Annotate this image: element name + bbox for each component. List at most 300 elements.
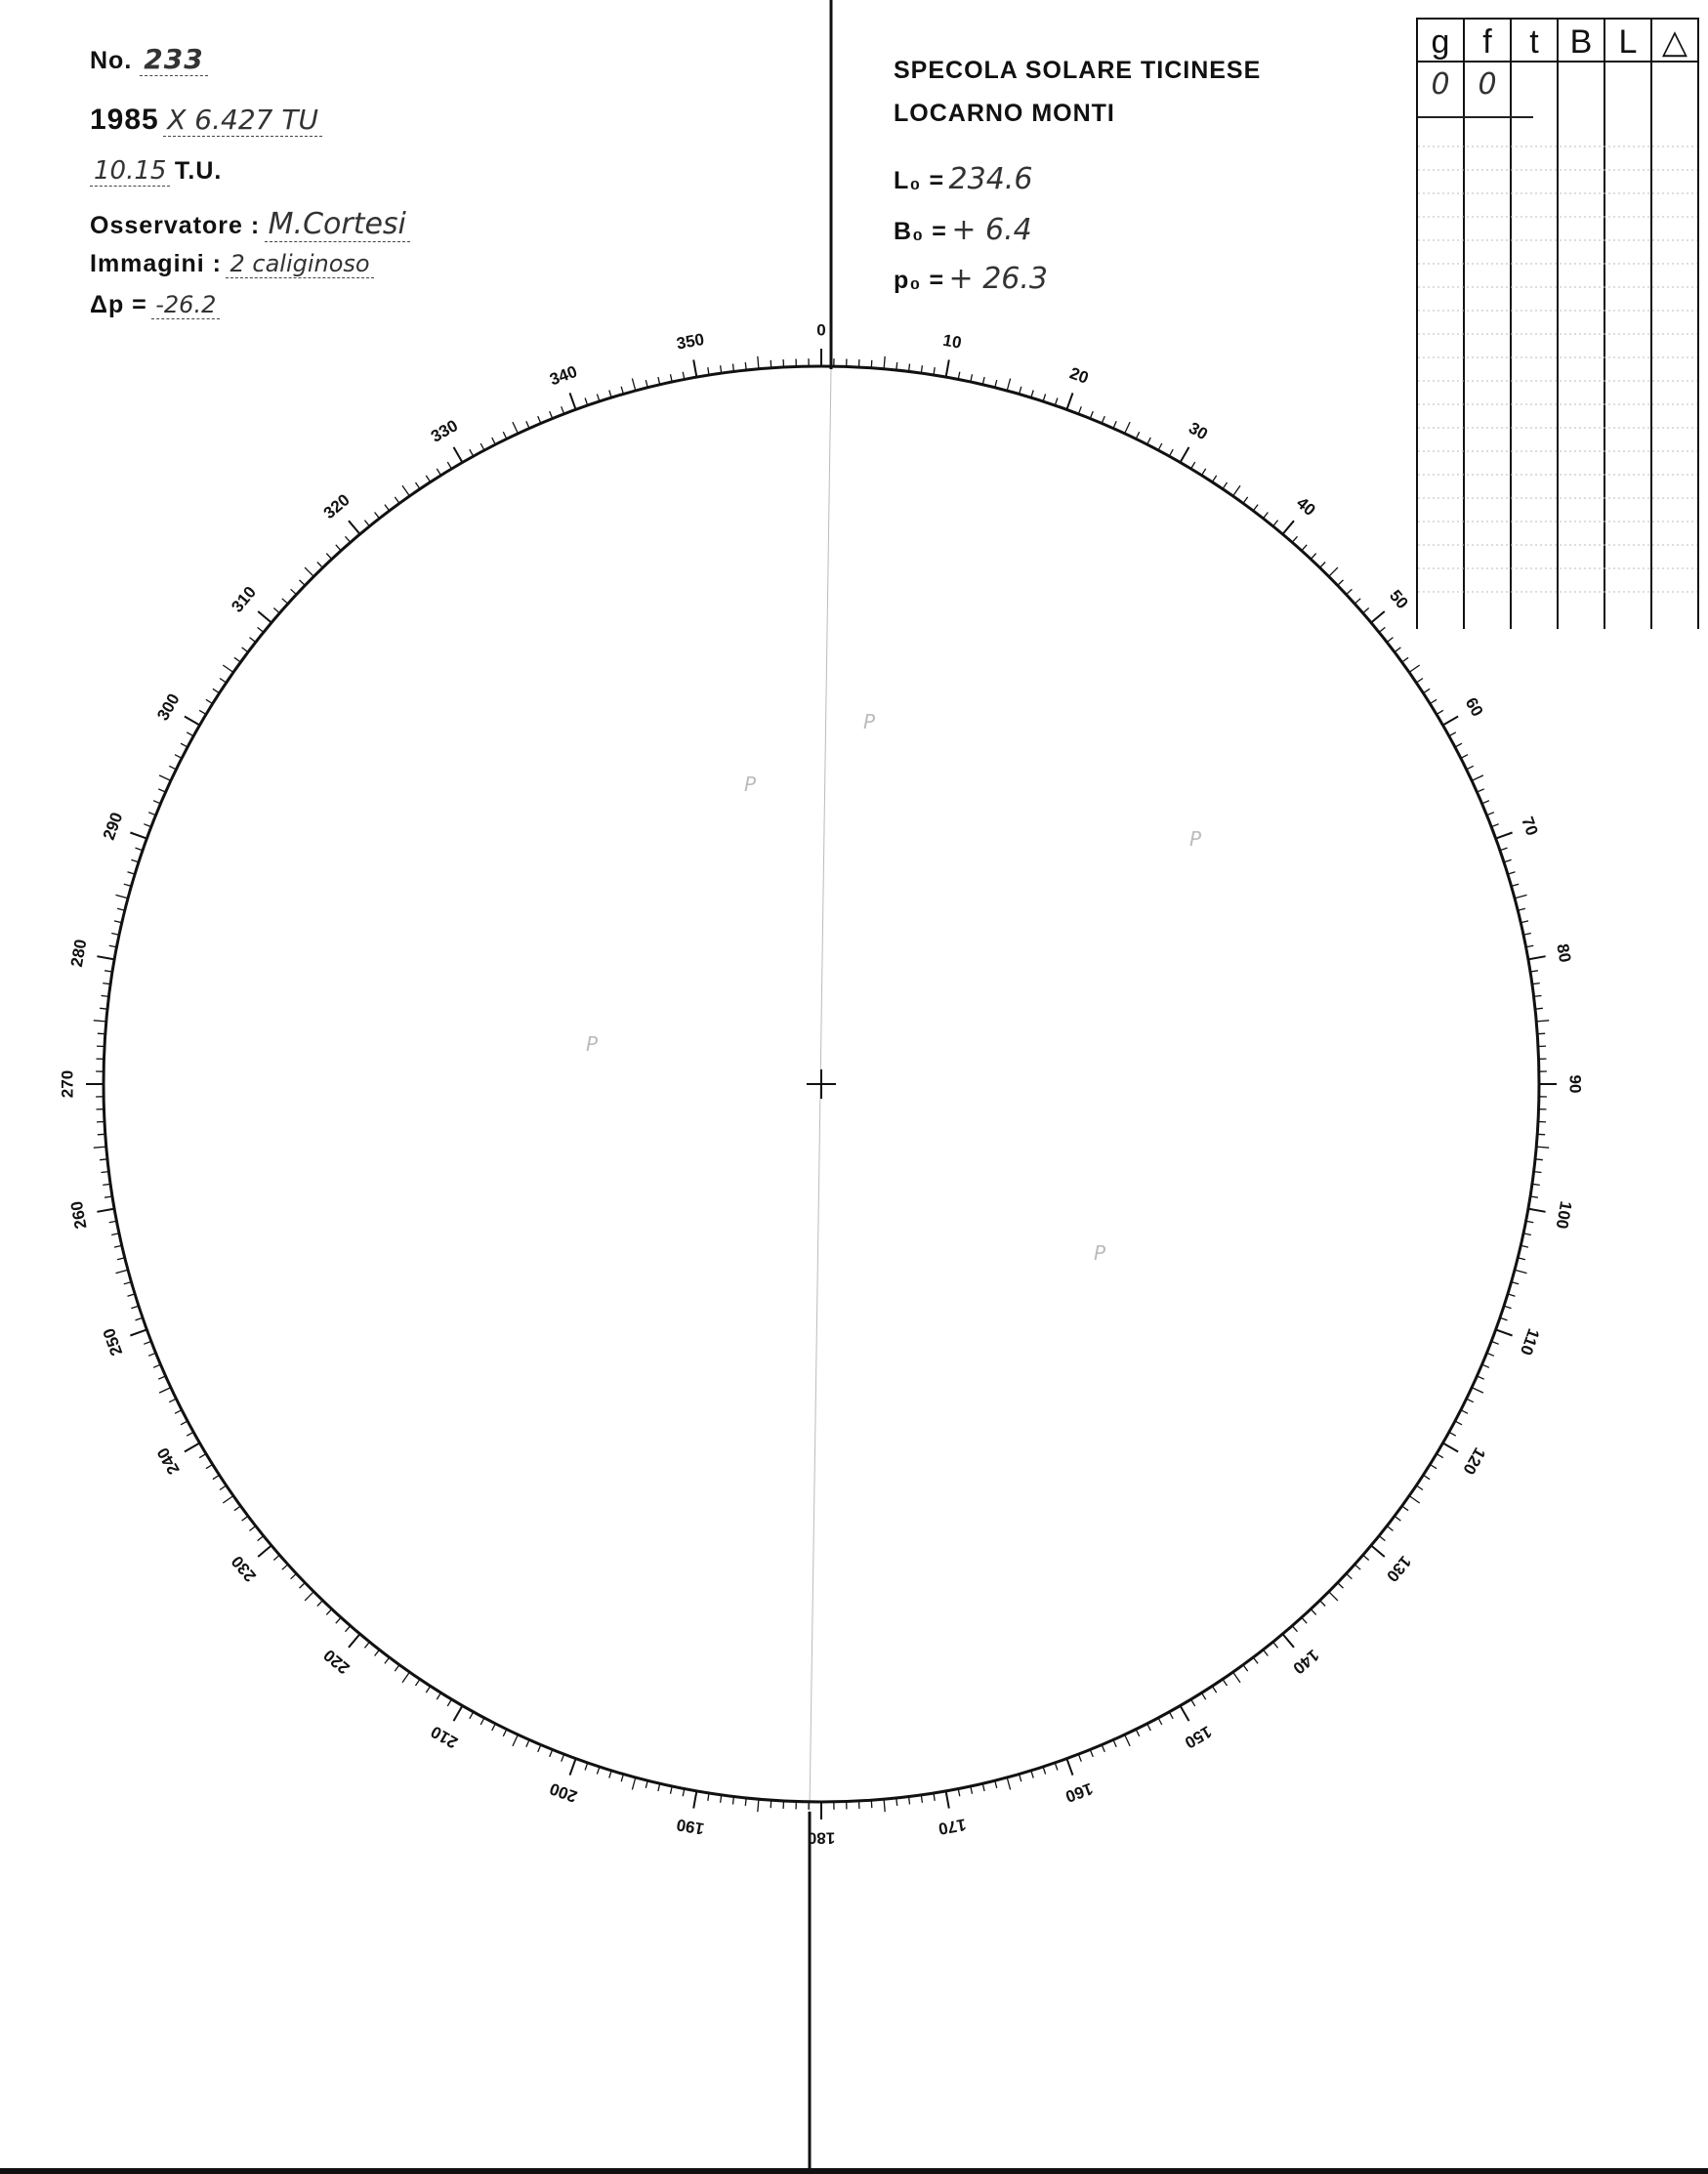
degree-tick [1443, 1443, 1459, 1452]
degree-tick [98, 1134, 105, 1135]
faint-mark-2: P [744, 773, 757, 796]
degree-label-350: 350 [675, 329, 706, 354]
degree-tick [909, 1797, 910, 1805]
degree-tick [206, 699, 213, 703]
degree-tick [258, 1536, 264, 1541]
degree-tick [632, 1777, 635, 1790]
degree-tick [632, 379, 635, 392]
degree-tick [1409, 1496, 1420, 1503]
degree-label-50: 50 [1386, 586, 1412, 613]
degree-tick [1102, 416, 1104, 423]
degree-tick [1409, 665, 1420, 672]
degree-tick [100, 1159, 107, 1160]
degree-tick [1536, 1147, 1549, 1148]
degree-tick [242, 1516, 248, 1521]
degree-label-40: 40 [1292, 493, 1319, 520]
degree-tick [1416, 1485, 1423, 1490]
degree-tick [1338, 580, 1344, 586]
degree-tick [871, 1800, 872, 1808]
images-label: Immagini : [90, 250, 223, 277]
degree-tick [1455, 1421, 1462, 1425]
degree-tick [745, 362, 746, 370]
degree-tick [117, 1258, 125, 1260]
degree-tick [416, 1679, 421, 1686]
degree-tick [100, 1008, 107, 1009]
degree-tick [946, 359, 949, 377]
degree-tick [1233, 485, 1240, 496]
degree-label-280: 280 [66, 938, 91, 969]
degree-tick [1253, 505, 1258, 511]
degree-tick [1292, 536, 1297, 542]
L0-label: L₀ = [894, 167, 945, 194]
degree-tick [346, 1626, 351, 1632]
degree-tick [187, 1432, 193, 1436]
degree-tick [1007, 1777, 1010, 1790]
degree-label-330: 330 [427, 416, 462, 446]
degree-tick [733, 364, 734, 372]
faint-mark-4: P [586, 1032, 599, 1056]
degree-tick [1169, 449, 1173, 456]
degree-tick [130, 1329, 146, 1335]
degree-label-310: 310 [228, 582, 261, 616]
degree-tick [175, 1410, 182, 1414]
degree-tick [116, 1270, 129, 1273]
degree-tick [1066, 1759, 1072, 1776]
degree-tick [513, 1735, 519, 1746]
degree-tick [1102, 1745, 1104, 1752]
degree-tick [1528, 956, 1546, 959]
degree-tick [745, 1798, 746, 1806]
degree-tick [258, 611, 271, 623]
B0-label: B₀ = [894, 218, 947, 245]
degree-tick [114, 921, 122, 923]
degree-tick [185, 717, 200, 726]
degree-tick [1437, 1454, 1443, 1458]
degree-tick [1302, 545, 1307, 551]
degree-tick [148, 813, 155, 815]
degree-tick [562, 406, 564, 414]
degree-tick [562, 1754, 564, 1762]
degree-tick [550, 1750, 553, 1757]
degree-tick [1387, 638, 1393, 643]
degree-tick [758, 356, 759, 369]
degree-tick [1472, 775, 1483, 781]
header-delta: △ [1650, 18, 1699, 63]
degree-tick [437, 469, 440, 476]
degree-tick [1515, 895, 1527, 898]
degree-tick [1078, 406, 1081, 414]
degree-tick [1273, 521, 1278, 526]
degree-tick [492, 438, 496, 444]
degree-tick [1535, 1008, 1543, 1009]
degree-tick [395, 497, 399, 504]
degree-tick [1472, 1388, 1483, 1394]
degree-tick [305, 567, 313, 576]
degree-tick [871, 360, 872, 368]
degree-tick [94, 1147, 106, 1148]
degree-tick [437, 1693, 440, 1699]
degree-tick [181, 1421, 187, 1425]
degree-tick [117, 908, 125, 910]
degree-label-90: 90 [1565, 1074, 1585, 1094]
degree-tick [982, 377, 984, 385]
degree-tick [1264, 1650, 1269, 1655]
degree-tick [1329, 1592, 1338, 1601]
degree-tick [538, 1745, 541, 1752]
degree-label-250: 250 [99, 1325, 127, 1359]
degree-tick [402, 1672, 409, 1683]
degree-label-190: 190 [675, 1815, 706, 1839]
degree-tick [242, 648, 248, 652]
degree-tick [94, 1021, 106, 1022]
degree-tick [1264, 513, 1269, 519]
delta-p-label: Δp = [90, 291, 147, 318]
degree-tick [1253, 1657, 1258, 1663]
degree-tick [1500, 1317, 1508, 1320]
degree-tick [1078, 1754, 1081, 1762]
degree-tick [758, 1799, 759, 1812]
degree-tick [1347, 1573, 1353, 1578]
degree-tick [1158, 443, 1162, 450]
degree-tick [300, 580, 306, 586]
degree-tick [1430, 1465, 1437, 1469]
degree-tick [181, 743, 187, 747]
degree-tick [317, 563, 323, 568]
images-value: 2 caliginoso [226, 250, 373, 278]
P0-label: p₀ = [894, 267, 945, 294]
degree-tick [402, 485, 409, 496]
degree-tick [1487, 1353, 1494, 1356]
faint-mark-1: P [863, 710, 876, 733]
degree-tick [98, 1033, 105, 1034]
degree-tick [1521, 921, 1528, 923]
degree-tick [1292, 1626, 1297, 1632]
degree-tick [1379, 1536, 1385, 1541]
degree-tick [282, 1565, 288, 1569]
degree-tick [1090, 1750, 1093, 1757]
degree-tick [503, 1730, 507, 1736]
degree-tick [693, 359, 696, 377]
degree-tick [258, 1545, 271, 1557]
header-t: t [1510, 18, 1557, 63]
degree-tick [1443, 717, 1459, 726]
degree-tick [1496, 1329, 1513, 1335]
degree-tick [250, 638, 256, 643]
degree-tick [1402, 1506, 1409, 1511]
degree-tick [1329, 567, 1338, 576]
degree-label-80: 80 [1553, 941, 1575, 964]
degree-tick [144, 824, 151, 827]
degree-tick [1320, 563, 1326, 568]
degree-tick [346, 536, 351, 542]
degree-label-100: 100 [1552, 1199, 1576, 1231]
degree-tick [550, 411, 553, 418]
degree-tick [1521, 1245, 1528, 1247]
degree-tick [199, 710, 206, 714]
degree-label-320: 320 [319, 490, 354, 523]
degree-tick [447, 462, 451, 469]
degree-tick [1202, 469, 1206, 476]
degree-tick [1537, 1134, 1545, 1135]
degree-label-260: 260 [66, 1199, 91, 1231]
degree-tick [1125, 422, 1131, 434]
degree-tick [1423, 1475, 1430, 1479]
degree-tick [733, 1797, 734, 1805]
degree-tick [1136, 1730, 1140, 1736]
L0-value: 234.6 [948, 162, 1033, 196]
degree-label-150: 150 [1181, 1722, 1216, 1752]
degree-label-120: 120 [1459, 1443, 1489, 1479]
degree-tick [130, 833, 146, 839]
degree-tick [169, 1399, 176, 1402]
degree-tick [503, 432, 507, 439]
degree-tick [1491, 1341, 1499, 1344]
degree-tick [1467, 766, 1474, 770]
degree-tick [946, 1791, 949, 1809]
degree-tick [1387, 1526, 1393, 1531]
degree-tick [1191, 1699, 1195, 1706]
degree-tick [395, 1665, 399, 1672]
degree-tick [258, 627, 264, 632]
degree-tick [375, 513, 380, 519]
number-value: 233 [140, 43, 207, 76]
degree-label-290: 290 [99, 810, 127, 843]
degree-tick [1482, 1364, 1489, 1367]
degree-tick [1518, 1258, 1525, 1260]
degree-tick [159, 775, 171, 781]
degree-tick [234, 1506, 241, 1511]
degree-tick [416, 482, 421, 489]
B0-value: + 6.4 [951, 213, 1032, 247]
degree-tick [646, 380, 647, 388]
degree-tick [1537, 1033, 1545, 1034]
degree-tick [102, 1172, 109, 1173]
degree-label-70: 70 [1518, 814, 1542, 839]
degree-tick [1467, 1399, 1474, 1402]
degree-tick [884, 1799, 885, 1812]
degree-tick [1090, 411, 1093, 418]
degree-tick [1273, 1642, 1278, 1648]
degree-tick [1461, 1410, 1468, 1414]
degree-tick [1371, 1545, 1385, 1557]
degree-tick [148, 1353, 155, 1356]
degree-tick [1363, 608, 1369, 613]
degree-tick [336, 545, 341, 551]
degree-tick [526, 421, 529, 428]
degree-tick [1233, 1672, 1240, 1683]
degree-tick [273, 608, 279, 613]
degree-tick [1371, 611, 1385, 623]
degree-tick [1169, 1712, 1173, 1719]
degree-tick [896, 362, 897, 370]
degree-tick [884, 356, 885, 369]
observer-value: M.Cortesi [265, 207, 410, 242]
observer-label: Osservatore : [90, 212, 261, 239]
degree-tick [1113, 1740, 1116, 1747]
degree-tick [223, 665, 233, 672]
degree-label-0: 0 [816, 320, 826, 340]
degree-tick [1528, 1209, 1546, 1212]
degree-tick [1461, 755, 1468, 759]
degree-label-180: 180 [807, 1828, 836, 1848]
degree-tick [1282, 521, 1294, 534]
degree-tick [1125, 1735, 1131, 1746]
degree-tick [1055, 1763, 1058, 1771]
degree-label-340: 340 [547, 361, 580, 390]
degree-tick [1223, 1679, 1228, 1686]
degree-tick [317, 1601, 323, 1607]
degree-tick [223, 1496, 233, 1503]
time-value: 10.15 [90, 156, 170, 187]
degree-tick [1363, 1555, 1369, 1560]
degree-tick [326, 1610, 331, 1615]
date-handwritten: X 6.427 TU [163, 104, 322, 137]
degree-tick [213, 1475, 220, 1479]
degree-tick [305, 1592, 313, 1601]
degree-tick [426, 476, 430, 482]
cell-f: 0 [1463, 63, 1510, 629]
degree-tick [1243, 497, 1248, 504]
degree-tick [136, 848, 144, 851]
faint-mark-5: P [1094, 1241, 1106, 1265]
degree-label-170: 170 [937, 1815, 968, 1839]
table-guide-lines [1418, 146, 1697, 592]
degree-tick [658, 1783, 660, 1791]
degree-tick [1500, 848, 1508, 851]
degree-tick [585, 398, 588, 406]
degree-tick [1478, 1376, 1484, 1379]
degree-tick [169, 766, 176, 770]
degree-tick [144, 1341, 151, 1344]
degree-tick [1354, 1565, 1360, 1569]
cell-g: 0 [1416, 63, 1463, 629]
degree-tick [1455, 743, 1462, 747]
degree-tick [1534, 996, 1542, 997]
degree-label-20: 20 [1066, 363, 1092, 388]
degree-label-10: 10 [941, 330, 964, 353]
degree-tick [1181, 1706, 1189, 1722]
degree-tick [1515, 1270, 1527, 1273]
degree-tick [97, 956, 114, 959]
degree-tick [213, 689, 220, 692]
degree-tick [1487, 813, 1494, 815]
degree-tick [1158, 1718, 1162, 1725]
degree-tick [982, 1783, 984, 1791]
degree-tick [250, 1526, 256, 1531]
header-B: B [1557, 18, 1604, 63]
degree-tick [693, 1791, 696, 1809]
degree-tick [1302, 1617, 1307, 1623]
degree-tick [116, 895, 129, 898]
degree-tick [385, 505, 390, 511]
degree-tick [158, 789, 165, 792]
degree-tick [570, 393, 576, 409]
degree-tick [364, 521, 369, 526]
degree-tick [995, 1780, 997, 1788]
degree-label-210: 210 [427, 1722, 462, 1752]
degree-tick [454, 447, 463, 463]
date-year: 1985 [90, 104, 159, 136]
degree-label-30: 30 [1186, 418, 1211, 444]
degree-tick [1379, 627, 1385, 632]
degree-tick [470, 1712, 474, 1719]
degree-tick [1496, 833, 1513, 839]
observatory-location: LOCARNO MONTI [894, 100, 1115, 127]
degree-tick [1320, 1601, 1326, 1607]
degree-tick [1491, 824, 1499, 827]
header-L: L [1604, 18, 1650, 63]
degree-tick [1535, 1159, 1543, 1160]
degree-tick [454, 1706, 463, 1722]
degree-tick [480, 1718, 484, 1725]
degree-tick [273, 1555, 279, 1560]
degree-tick [585, 1763, 588, 1771]
degree-label-270: 270 [58, 1069, 77, 1099]
degree-tick [909, 364, 910, 372]
degree-tick [470, 449, 474, 456]
degree-tick [1449, 1432, 1456, 1436]
degree-tick [1223, 482, 1228, 489]
degree-tick [1536, 1021, 1549, 1022]
degree-tick [199, 1454, 206, 1458]
degree-tick [349, 1634, 360, 1648]
degree-tick [1311, 1610, 1315, 1615]
degree-tick [896, 1798, 897, 1806]
degree-label-230: 230 [228, 1552, 261, 1586]
degree-tick [1518, 908, 1525, 910]
degree-tick [1136, 432, 1140, 439]
time-unit: T.U. [174, 157, 223, 185]
degree-tick [364, 1642, 369, 1648]
degree-tick [1147, 1724, 1151, 1731]
degree-tick [1416, 679, 1423, 684]
degree-tick [1449, 732, 1456, 736]
degree-label-160: 160 [1062, 1778, 1096, 1807]
degree-tick [375, 1650, 380, 1655]
number-label: No. [90, 47, 133, 74]
degree-tick [1437, 710, 1443, 714]
P0-value: + 26.3 [948, 262, 1049, 296]
degree-tick [447, 1699, 451, 1706]
degree-label-240: 240 [153, 1443, 184, 1479]
degree-tick [291, 589, 297, 594]
degree-tick [658, 377, 660, 385]
degree-tick [234, 657, 241, 662]
degree-tick [326, 554, 331, 560]
scan-bottom-edge [0, 2168, 1708, 2174]
degree-tick [570, 1759, 576, 1776]
degree-tick [1212, 476, 1216, 482]
degree-tick [1482, 801, 1489, 804]
delta-p-value: -26.2 [151, 291, 220, 319]
degree-tick [1055, 398, 1058, 406]
degree-tick [153, 801, 160, 804]
degree-tick [1354, 599, 1360, 604]
degree-tick [102, 996, 109, 997]
degree-tick [1243, 1665, 1248, 1672]
degree-tick [1430, 699, 1437, 703]
degree-label-140: 140 [1289, 1645, 1323, 1678]
degree-tick [995, 380, 997, 388]
faint-mark-3: P [1189, 827, 1202, 851]
degree-tick [1423, 689, 1430, 692]
degree-tick [1181, 447, 1189, 463]
degree-tick [187, 732, 193, 736]
degree-tick [1191, 462, 1195, 469]
degree-tick [1478, 789, 1484, 792]
degree-tick [1202, 1693, 1206, 1699]
degree-label-200: 200 [547, 1778, 580, 1807]
